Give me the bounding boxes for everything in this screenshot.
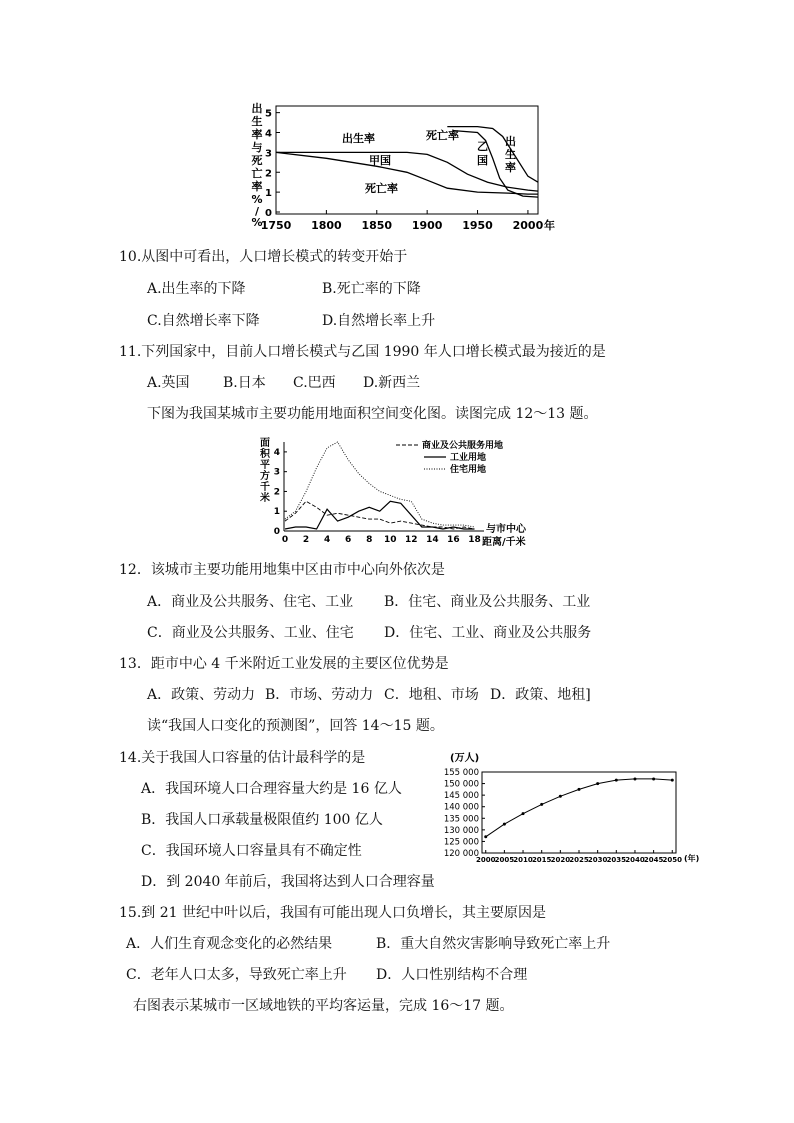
- chart1-xtick-label: 1900: [411, 219, 443, 232]
- q11-stem: 11.下列国家中，目前人口增长模式与乙国 1990 年人口增长模式最为接近的是: [119, 344, 606, 360]
- chart3-point: [578, 788, 581, 791]
- chart1-frame: [276, 106, 538, 214]
- chart3-xtick-label: 2025: [569, 856, 589, 864]
- chart1-annotation-birth-b: 出 生率: [505, 135, 516, 174]
- chart3-xtick-label: 2035: [606, 856, 627, 864]
- chart1-ytick-label: 4: [265, 128, 272, 140]
- chart3-xtick-label: 2000: [475, 856, 496, 864]
- chart2-ylabel-char-3: 方: [260, 471, 270, 482]
- chart1-xtick-label: 2000: [512, 219, 544, 232]
- q15-option-d: D．人口性别结构不合理: [376, 967, 528, 983]
- q10-option-b: B.死亡率的下降: [322, 281, 421, 297]
- chart3-series-line-0: [486, 779, 673, 837]
- chart1-annotation-birth-b-char: 生: [505, 148, 516, 161]
- q13-option-b: B．市场、劳动力: [265, 687, 374, 703]
- chart3-point: [596, 782, 599, 785]
- q12-option-b: B．住宅、商业及公共服务、工业: [384, 594, 591, 610]
- q10-stem: 10.从图中可看出，人口增长模式的转变开始于: [119, 249, 408, 265]
- chart1-series-line-2: [447, 127, 538, 183]
- chart3-xtick-label: 2050: [662, 856, 683, 864]
- chart3-point: [559, 795, 562, 798]
- intro-14-15: 读“我国人口变化的预测图”，回答 14～15 题。: [147, 718, 444, 734]
- chart3-ytick-label: 140 000: [443, 802, 479, 813]
- chart3-point: [615, 779, 618, 782]
- chart3-frame: [482, 772, 676, 853]
- chart1-ytick-label: 0: [265, 208, 272, 219]
- chart1-ytick-label: 3: [265, 148, 272, 160]
- q12-option-d: D．住宅、工业、商业及公共服务: [384, 625, 592, 641]
- chart2-ytick-label: 3: [273, 467, 280, 478]
- q15-option-c: C．老年人口太多，导致死亡率上升: [126, 967, 347, 983]
- chart1-xlabel: 年: [544, 219, 555, 232]
- chart2-ytick-label: 2: [273, 487, 280, 498]
- q11-option-c: C.巴西: [293, 375, 336, 391]
- chart2-xtick-label: 12: [405, 535, 418, 545]
- chart2-legend-label: 住宅用地: [450, 465, 487, 475]
- chart3-ytick-label: 150 000: [443, 779, 479, 790]
- intro-16-17: 右图表示某城市一区域地铁的平均客运量，完成 16～17 题。: [133, 998, 514, 1014]
- chart2-xtick-label: 4: [323, 535, 331, 545]
- chart3-ytick-label: 145 000: [443, 791, 479, 802]
- q13-option-c: C．地租、市场: [384, 687, 479, 703]
- chart2-xtick-label: 14: [426, 535, 439, 545]
- q10-option-a: A.出生率的下降: [147, 281, 246, 297]
- q11-option-a: A.英国: [147, 375, 190, 391]
- land-use-chart: [258, 436, 548, 550]
- chart2-legend-label: 工业用地: [450, 453, 487, 463]
- chart1-annotation-country-b-char: 国: [477, 154, 488, 167]
- chart1-ylabel-char-0: 出: [251, 102, 263, 115]
- chart1-xtick-label: 1750: [260, 219, 292, 232]
- chart2-xtick-label: 6: [345, 535, 352, 545]
- chart2-xtick-label: 8: [366, 535, 373, 545]
- chart1-series-line-1: [276, 152, 538, 194]
- chart1-ylabel-unit: /: [254, 205, 260, 218]
- chart3-xtick-label: 2020: [550, 856, 571, 864]
- population-forecast-chart: [430, 750, 720, 866]
- chart2-xlabel-line1: 与市中心: [486, 524, 526, 535]
- chart3-xtick-label: 2030: [587, 856, 608, 864]
- q12-option-a: A．商业及公共服务、住宅、工业: [147, 594, 354, 610]
- chart1-annotation-country-a: 甲国: [369, 154, 391, 167]
- chart3-point: [633, 777, 636, 780]
- q12-option-c: C．商业及公共服务、工业、住宅: [147, 625, 354, 641]
- intro-12-13: 下图为我国某城市主要功能用地面积空间变化图。读图完成 12～13 题。: [147, 406, 598, 422]
- chart2-ytick-label: 4: [273, 447, 280, 458]
- chart1-xtick-label: 1800: [311, 219, 342, 232]
- q13-option-d: D．政策、地租]: [490, 687, 591, 703]
- chart3-ytick-label: 135 000: [443, 814, 479, 825]
- chart1-annotation-birth-b-char: 率: [505, 161, 516, 174]
- chart2-series-line-2: [285, 442, 475, 527]
- chart2-xtick-label: 0: [281, 535, 289, 545]
- chart2-ylabel-char-1: 积: [260, 449, 270, 460]
- q14-option-c: C．我国环境人口容量具有不确定性: [141, 843, 362, 859]
- q11-option-b: B.日本: [223, 375, 266, 391]
- chart2-xlabel-line2: 距离/千米: [482, 537, 526, 548]
- birth-death-rate-chart: [248, 98, 558, 236]
- chart1-annotation-birth-a: 出生率: [342, 132, 375, 145]
- chart1-ylabel-char-1: 生: [251, 115, 263, 128]
- chart1-ylabel-char-2: 率: [251, 128, 263, 141]
- chart3-point: [484, 835, 487, 838]
- chart2-xtick-label: 10: [383, 535, 397, 545]
- chart2-ylabel-char-2: 平: [260, 460, 270, 471]
- chart1-xtick-label: 1950: [462, 219, 493, 232]
- chart3-ytick-label: 120 000: [443, 849, 479, 859]
- chart2-ylabel-char-5: 米: [260, 493, 270, 504]
- q15-option-a: A．人们生育观念变化的必然结果: [126, 936, 333, 952]
- q12-stem: 12．该城市主要功能用地集中区由市中心向外依次是: [119, 562, 445, 578]
- q13-stem: 13．距市中心 4 千米附近工业发展的主要区位优势是: [119, 656, 449, 672]
- chart3-xtick-label: 2040: [625, 856, 645, 864]
- chart1-ylabel-char-5: 亡: [251, 167, 263, 180]
- chart3-xlabel: (年): [684, 854, 700, 863]
- chart3-point: [540, 803, 543, 806]
- chart2-ylabel-char-4: 千: [260, 482, 270, 493]
- chart3-ytick-label: 125 000: [443, 837, 479, 848]
- chart2-ylabel-char-0: 面: [260, 438, 270, 449]
- chart3-point: [652, 777, 655, 780]
- q14-option-a: A．我国环境人口合理容量大约是 16 亿人: [141, 781, 402, 797]
- chart1-ylabel-char-3: 与: [251, 141, 263, 154]
- q13-option-a: A．政策、劳动力: [147, 687, 256, 703]
- chart3-point: [522, 812, 525, 815]
- q14-stem: 14.关于我国人口容量的估计最科学的是: [119, 750, 366, 766]
- chart1-xtick-label: 1850: [361, 219, 393, 232]
- chart1-ylabel-char-4: 死: [251, 154, 263, 167]
- chart1-annotation-death-b: 死亡率: [426, 129, 459, 142]
- chart1-ylabel-char-7: %: [251, 193, 263, 206]
- q15-stem: 15.到 21 世纪中叶以后，我国有可能出现人口负增长，其主要原因是: [119, 905, 546, 921]
- chart3-point: [503, 823, 506, 826]
- chart3-xtick-label: 2015: [531, 856, 552, 864]
- chart1-series-line-3: [452, 131, 538, 198]
- chart2-xtick-label: 16: [447, 535, 460, 545]
- chart2-ytick-label: 0: [273, 527, 280, 537]
- chart1-ylabel-char-6: 率: [251, 180, 263, 193]
- chart3-xtick-label: 2045: [643, 856, 664, 864]
- q14-option-b: B．我国人口承载量极限值约 100 亿人: [141, 812, 383, 828]
- chart2-legend-label: 商业及公共服务用地: [422, 441, 504, 451]
- q10-option-d: D.自然增长率上升: [322, 313, 436, 329]
- chart1-annotation-country-b: 乙 国: [477, 140, 488, 167]
- chart1-ytick-label: 2: [265, 168, 272, 180]
- chart3-ytick-label: 155 000: [443, 768, 479, 778]
- chart2-xtick-label: 2: [302, 535, 310, 545]
- q14-option-d: D．到 2040 年前后，我国将达到人口合理容量: [141, 874, 435, 890]
- chart3-xtick-label: 2010: [513, 856, 533, 864]
- chart3-ytick-label: 130 000: [443, 825, 479, 836]
- q11-option-d: D.新西兰: [363, 375, 421, 391]
- chart3-xtick-label: 2005: [494, 856, 515, 864]
- q15-option-b: B．重大自然灾害影响导致死亡率上升: [376, 936, 611, 952]
- chart1-ylabel-percent: %: [251, 216, 263, 229]
- chart2-xtick-label: 18: [468, 535, 481, 545]
- chart1-ytick-label: 5: [265, 108, 272, 120]
- chart3-point: [671, 779, 674, 782]
- chart3-ylabel: (万人): [450, 753, 480, 764]
- chart1-ytick-label: 1: [265, 188, 272, 200]
- q10-option-c: C.自然增长率下降: [147, 313, 260, 329]
- chart1-annotation-death-a: 死亡率: [365, 182, 398, 195]
- chart2-ytick-label: 1: [273, 507, 280, 518]
